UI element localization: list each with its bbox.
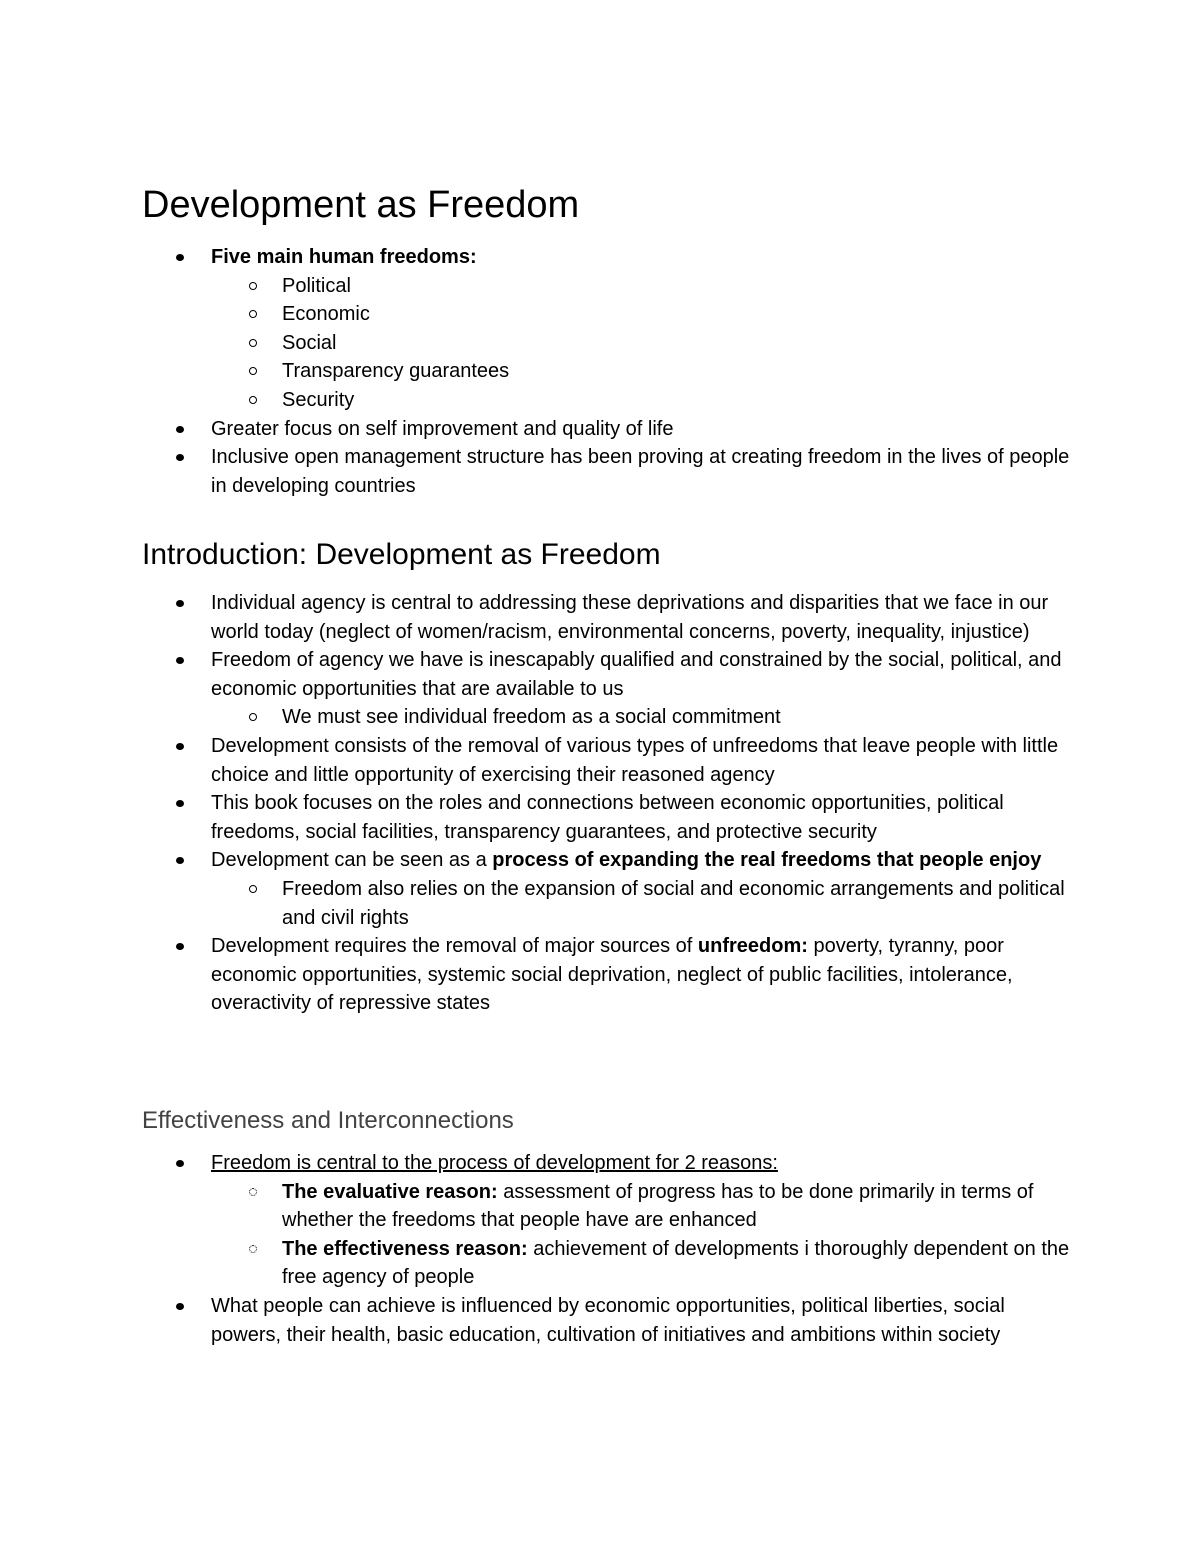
sub-list-item-text: achievement of developments i thoroughly dependent on the free agency of people bbox=[282, 1237, 1070, 1289]
sub-list-item-text: Transparency guarantees bbox=[282, 360, 510, 383]
subsection-heading: Effectiveness and Interconnections bbox=[142, 1107, 514, 1134]
list-item bbox=[211, 443, 1071, 500]
sub-list-item bbox=[282, 272, 1072, 301]
bullet-icon bbox=[176, 657, 184, 664]
bullet-icon bbox=[176, 600, 184, 607]
list-item-text: Development can be seen as a bbox=[211, 849, 493, 872]
circle-bullet-icon bbox=[249, 282, 257, 290]
bullet-icon bbox=[176, 426, 184, 433]
circle-bullet-icon bbox=[249, 367, 257, 375]
list-item-text: Development consists of the removal of various types of unfreedoms that leave people with little choice and little opportunity of exercising their reasoned agency bbox=[211, 734, 1059, 786]
list-item-text: Freedom is central to the process of development for 2 reasons: bbox=[211, 1152, 778, 1174]
list-item bbox=[211, 415, 1071, 444]
sub-list-item bbox=[282, 1235, 1072, 1292]
bullet-icon bbox=[176, 254, 184, 261]
list-item-text: Inclusive open management structure has been proving at creating freedom in the lives of people in developing countries bbox=[211, 446, 1070, 497]
bullet-icon bbox=[176, 743, 184, 750]
list-item bbox=[211, 1149, 1071, 1178]
list-item bbox=[211, 932, 1071, 1018]
list-item-text: What people can achieve is influenced by economic opportunities, political liberties, social powers, their health, basic education, cultivation of initiatives and ambitions within society bbox=[211, 1294, 1005, 1346]
bullet-icon bbox=[176, 454, 184, 461]
sub-list-item-text: Political bbox=[282, 274, 351, 297]
circle-bullet-icon bbox=[249, 396, 257, 404]
circle-bullet-icon bbox=[249, 310, 257, 318]
bullet-icon bbox=[176, 1303, 184, 1310]
list-item-label: Five main human freedoms: bbox=[211, 246, 477, 268]
bullet-icon bbox=[176, 1160, 184, 1167]
list-item-text-continued: poverty, tyranny, poor economic opportunities, systemic social deprivation, neglect of public facilities, intolerance, overactivity of repressive states bbox=[211, 935, 1013, 1015]
list-item-emphasis: process of expanding the real freedoms that people enjoy bbox=[492, 849, 1042, 872]
bullet-icon bbox=[176, 800, 184, 807]
sub-list-item-emphasis: The evaluative reason: bbox=[282, 1180, 498, 1203]
list-item bbox=[211, 1292, 1071, 1349]
list-item-text: This book focuses on the roles and connections between economic opportunities, political freedoms, social facilities, transparency guarantees, and protective security bbox=[211, 792, 1004, 843]
list-item-text: Greater focus on self improvement and quality of life bbox=[211, 417, 674, 440]
list-item bbox=[211, 732, 1071, 789]
list-item bbox=[211, 846, 1071, 875]
section-heading: Introduction: Development as Freedom bbox=[142, 538, 661, 571]
sub-list-item-text: Security bbox=[282, 388, 355, 411]
page-title: Development as Freedom bbox=[142, 184, 580, 226]
section3-list bbox=[0, 1149, 1200, 1349]
circle-bullet-icon bbox=[249, 885, 257, 893]
circle-bullet-icon bbox=[249, 1188, 257, 1196]
section1-list bbox=[0, 243, 1200, 500]
bullet-icon bbox=[176, 943, 184, 950]
sub-list-item-emphasis: The effectiveness reason: bbox=[282, 1237, 528, 1260]
list-item bbox=[211, 789, 1071, 846]
list-item-text: Development requires the removal of major sources of bbox=[211, 935, 698, 958]
circle-bullet-icon bbox=[249, 339, 257, 347]
list-item-text: Individual agency is central to addressing these deprivations and disparities that we face in our world today (neglect of women/racism, environmental concerns, poverty, inequality, injustice) bbox=[211, 592, 1049, 643]
sub-list-item-text: assessment of progress has to be done primarily in terms of whether the freedoms that people have are enhanced bbox=[282, 1180, 1034, 1232]
list-item bbox=[211, 243, 1071, 272]
list-item bbox=[211, 589, 1071, 646]
sub-list-item-text: Social bbox=[282, 331, 337, 354]
list-item bbox=[211, 646, 1071, 703]
sub-list-item-text: We must see individual freedom as a social commitment bbox=[282, 706, 781, 729]
sub-list-item bbox=[282, 386, 1072, 415]
sub-list-item bbox=[282, 329, 1072, 358]
list-item-text: Freedom of agency we have is inescapably qualified and constrained by the social, political, and economic opportunities that are available to us bbox=[211, 649, 1062, 700]
sub-list-item bbox=[282, 1178, 1072, 1235]
circle-bullet-icon bbox=[249, 713, 257, 721]
section2-list bbox=[0, 589, 1200, 1018]
sub-list-item-text: Freedom also relies on the expansion of social and economic arrangements and political and civil rights bbox=[282, 877, 1065, 929]
sub-list-item bbox=[282, 703, 1072, 732]
sub-list-item bbox=[282, 300, 1072, 329]
sub-list-item bbox=[282, 357, 1072, 386]
circle-bullet-icon bbox=[249, 1245, 257, 1253]
bullet-icon bbox=[176, 857, 184, 864]
sub-list-item-text: Economic bbox=[282, 303, 370, 326]
list-item-emphasis: unfreedom: bbox=[697, 935, 808, 958]
sub-list-item bbox=[282, 875, 1072, 932]
